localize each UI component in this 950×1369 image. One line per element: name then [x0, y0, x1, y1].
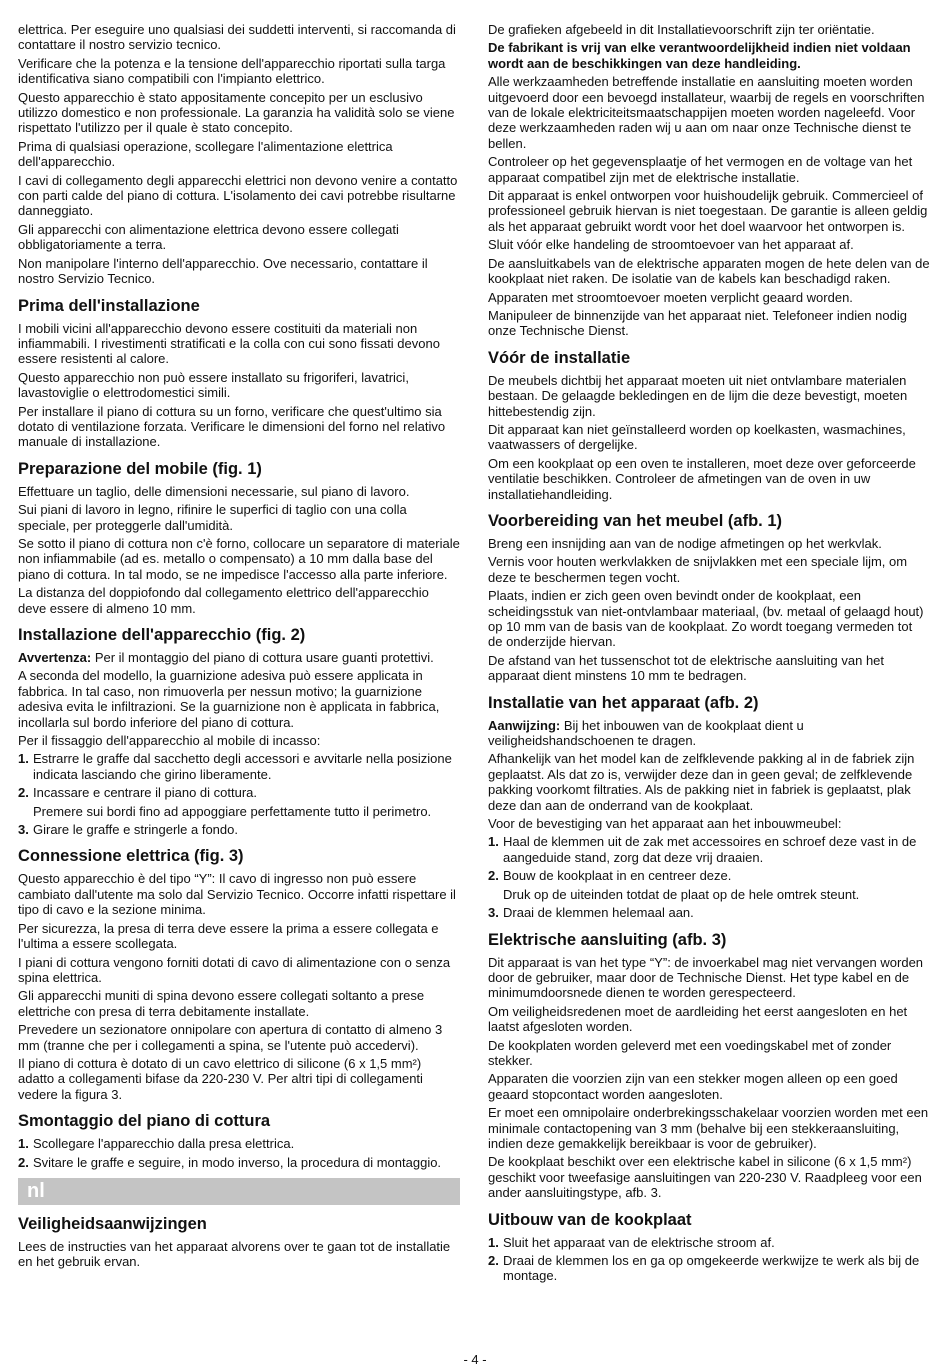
list-item — [18, 751, 460, 782]
step-text: Girare le graffe e stringerle a fondo. — [33, 822, 238, 838]
step-text: Haal de klemmen uit de zak met accessoires en schroef deze vast in de aangeduide stand, zorg dat deze vrij draaien. — [503, 834, 917, 865]
paragraph: Breng een insnijding aan van de nodige afmetingen op het werkvlak. — [488, 535, 882, 551]
warning-note — [488, 718, 930, 749]
paragraph: Effettuare un taglio, delle dimensioni necessarie, sul piano di lavoro. — [18, 483, 410, 499]
step-number: 3. — [488, 905, 499, 921]
paragraph: Prima di qualsiasi operazione, scollegare l'alimentazione elettrica dell'apparecchio. — [18, 138, 393, 170]
section-heading: Uitbouw van de kookplaat — [488, 1210, 692, 1229]
steps-list — [488, 834, 930, 920]
step-number: 2. — [18, 785, 29, 801]
paragraph: I piani di cottura vengono forniti dotati di cavo di alimentazione con o senza spina elettrica. — [18, 954, 451, 985]
paragraph: Er moet een omnipolaire onderbrekingsschakelaar voorzien worden met een minimale contactopening van 3 mm (behalve bij een stekkeraansluiting, indien deze gemakkelijk bereikbaar is voor de gebruiker). — [488, 1105, 929, 1151]
paragraph: Per installare il piano di cottura su un forno, verificare che quest'ultimo sia dotato di ventilazione forzata. Verificare le dimensioni del forno nel relativo manuale di installazione. — [18, 403, 446, 450]
list-item — [488, 868, 930, 902]
section-heading: Smontaggio del piano di cottura — [18, 1112, 271, 1131]
step-number: 2. — [488, 868, 499, 884]
paragraph: Manipuleer de binnenzijde van het apparaat niet. Telefoneer indien nodig onze Technische Dienst. — [488, 307, 907, 339]
step-text: Svitare le graffe e seguire, in modo inverso, la procedura di montaggio. — [33, 1154, 442, 1170]
section-heading: Vóór de installatie — [488, 348, 631, 367]
paragraph: A seconda del modello, la guarnizione adesiva può essere applicata in fabbrica. In tal caso, non rimuoverla per nessun motivo; la guarnizione adesiva evita le infiltrazioni. Se la guarnizione non è applicata in fabbrica, incollarla sul bordo inferiore del piano di cottura. — [18, 668, 440, 730]
step-text: Sluit het apparaat van de elektrische stroom af. — [503, 1234, 775, 1250]
right-column — [488, 22, 930, 1287]
paragraph: I cavi di collegamento degli apparecchi elettrici non devono venire a contatto con parti calde del piano di cottura. L'isolamento dei cavi potrebbe risultarne danneggiato. — [18, 172, 458, 219]
paragraph: Prevedere un sezionatore onnipolare con apertura di contatto di almeno 3 mm (tranne che per i collegamenti a spina, se l'utente può accedervi). — [18, 1022, 443, 1053]
step-text: Estrarre le graffe dal sacchetto degli accessori e avvitarle nella posizione indicata lasciando che girino liberamente. — [33, 751, 452, 782]
paragraph: Sui piani di lavoro in legno, rifinire le superfici di taglio con una colla speciale, per proteggerle dall'umidità. — [18, 502, 407, 533]
paragraph: Om veiligheidsredenen moet de aardleiding het eerst aangesloten en het laatst afgesloten worden. — [488, 1003, 908, 1035]
paragraph: Verificare che la potenza e la tensione dell'apparecchio riportati sulla targa identificativa siano compatibili con l'impianto elettrico. — [18, 55, 446, 87]
paragraph: Questo apparecchio è del tipo “Y”: Il cavo di ingresso non può essere cambiato dall'utente ma solo dal Servizio Tecnico. Occorre infatti rispettare il tipo di cavo e la sezione minima. — [18, 871, 456, 918]
disclaimer: De fabrikant is vrij van elke verantwoordelijkheid indien niet voldaan wordt aan de beschikkingen van deze handleiding. — [488, 40, 911, 71]
paragraph: Il piano di cottura è dotato di un cavo elettrico di silicone (6 x 1,5 mm²) adatto a collegamenti bifase da 220-230 V. Per altri tipi di collegamenti vedere la figura 3. — [18, 1055, 423, 1102]
paragraph: La distanza del doppiofondo dal collegamento elettrico dell'apparecchio deve essere di almeno 10 mm. — [18, 585, 429, 616]
paragraph: Non manipolare l'interno dell'apparecchio. Ove necessario, contattare il nostro Servizio Tecnico. — [18, 255, 428, 287]
paragraph: elettrica. Per eseguire uno qualsiasi dei suddetti interventi, si raccomanda di contattare il nostro servizio tecnico. — [18, 22, 456, 53]
page-number: - 4 - — [463, 1352, 487, 1367]
list-item — [18, 1136, 460, 1151]
paragraph: Alle werkzaamheden betreffende installatie en aansluiting moeten worden uitgevoerd door een bevoegd installateur, waarbij de regels en voorschriften van de lokale elektriciteitsmaatschappijen moeten worden nageleefd. Voor deze werkzaamheden raden wij u aan om naar onze Technische dienst te bellen. — [488, 74, 925, 151]
warning-text: Bij het inbouwen van de kookplaat dient u veiligheidshandschoenen te dragen. — [488, 717, 804, 749]
paragraph: I mobili vicini all'apparecchio devono essere costituiti da materiali non infiammabili. I rivestimenti stratificati e la colla con cui sono fissati devono essere resistenti al calore. — [18, 320, 440, 367]
paragraph: Plaats, indien er zich geen oven bevindt onder de kookplaat, een scheidingsstuk van niet-ontvlambaar materiaal, (bv. metaal of gelaagd hout) op 10 mm van de basis van de kookplaat. Zo wordt toegang vermeden tot de onderzijde hiervan. — [488, 588, 924, 650]
paragraph: Controleer op het gegevensplaatje of het vermogen en de voltage van het apparaat compatibel zijn met de elektrische installatie. — [488, 154, 913, 185]
paragraph: Per il fissaggio dell'apparecchio al mobile di incasso: — [18, 733, 321, 749]
paragraph: Questo apparecchio è stato appositamente concepito per un esclusivo utilizzo domestico e non professionale. La garanzia ha validità solo se viene rispettato l'utilizzo per il quale è stato concepito. — [18, 89, 455, 136]
step-text: Bouw de kookplaat in en centreer deze. — [503, 868, 732, 884]
list-item — [18, 822, 460, 837]
steps-list — [18, 1136, 460, 1170]
warning-label: Avvertenza: — [18, 650, 92, 665]
paragraph: Se sotto il piano di cottura non c'è forno, collocare un separatore di materiale non infiammabile (ad es. metallo o compensato) a 10 mm dalla base del piano di cottura. In tal modo, se ne impedisce l'accesso alla parte inferiore. — [18, 535, 460, 582]
paragraph: Questo apparecchio non può essere installato su frigoriferi, lavatrici, lavastoviglie o elettrodomestici simili. — [18, 369, 409, 401]
paragraph: De afstand van het tussenschot tot de elektrische aansluiting van het apparaat dient minstens 10 mm te bedragen. — [488, 652, 885, 684]
step-number: 1. — [488, 1234, 499, 1250]
step-text: Incassare e centrare il piano di cottura. — [33, 785, 258, 801]
intro-paragraphs — [18, 22, 460, 287]
list-item — [488, 1253, 930, 1284]
language-band: nl — [18, 1178, 460, 1205]
paragraph: De kookplaten worden geleverd met een voedingskabel met of zonder stekker. — [488, 1037, 892, 1068]
warning-note — [18, 650, 460, 665]
paragraph: Afhankelijk van het model kan de zelfklevende pakking al in de fabriek zijn geplaatst. Als dat zo is, verwijder deze dan in geen geval; de zelfklevende pakking voorkomt filtraties. Als de pakking niet in fabriek is geplaatst, plak deze dan aan de onderrand van de kookplaat. — [488, 751, 915, 813]
list-item — [18, 785, 460, 819]
step-number: 2. — [18, 1154, 29, 1170]
paragraph: Gli apparecchi muniti di spina devono essere collegati soltanto a prese elettriche con presa di terra debitamente installate. — [18, 988, 425, 1019]
paragraph: Dit apparaat is van het type “Y”: de invoerkabel mag niet vervangen worden door de gebruiker, maar door de Technische Dienst. Het type kabel en de minimumdoorsnede dienen te worden gerespecteerd. — [488, 954, 924, 1001]
paragraph: Voor de bevestiging van het apparaat aan het inbouwmeubel: — [488, 816, 842, 832]
step-continuation: Premere sui bordi fino ad appoggiare perfettamente tutto il perimetro. — [33, 803, 432, 819]
section-heading: Installatie van het apparaat (afb. 2) — [488, 693, 759, 712]
list-item — [488, 1235, 930, 1250]
section-heading: Preparazione del mobile (fig. 1) — [18, 459, 262, 478]
step-number: 3. — [18, 822, 29, 838]
steps-list — [488, 1235, 930, 1284]
paragraph: Vernis voor houten werkvlakken de snijvlakken met een speciale lijm, om deze te beschermen tegen vocht. — [488, 554, 908, 585]
list-item — [18, 1155, 460, 1170]
step-number: 1. — [18, 751, 29, 767]
paragraph: Om een kookplaat op een oven te installeren, moet deze over geforceerde ventilatie beschikken. Controleer de afmetingen van de oven in uw installatiehandleiding. — [488, 455, 916, 502]
section-heading: Voorbereiding van het meubel (afb. 1) — [488, 511, 782, 530]
paragraph: Sluit vóór elke handeling de stroomtoevoer van het apparaat af. — [488, 237, 854, 253]
step-text: Scollegare l'apparecchio dalla presa elettrica. — [33, 1136, 295, 1152]
list-item — [488, 834, 930, 865]
step-number: 1. — [488, 834, 499, 850]
paragraph: Dit apparaat is enkel ontworpen voor huishoudelijk gebruik. Commercieel of professioneel gebruik hiervan is niet toegestaan. De garantie is alleen geldig als het apparaat gebruikt wordt voor het doel waarvoor het ontworpen is. — [488, 188, 928, 234]
list-item — [488, 905, 930, 920]
section-heading: Veiligheidsaanwijzingen — [18, 1214, 207, 1233]
step-number: 1. — [18, 1136, 29, 1152]
step-text: Draai de klemmen los en ga op omgekeerde werkwijze te werk als bij de montage. — [503, 1253, 920, 1284]
steps-list — [18, 751, 460, 837]
warning-label: Aanwijzing: — [488, 717, 561, 733]
left-column — [18, 22, 460, 1273]
paragraph: De grafieken afgebeeld in dit Installatievoorschrift zijn ter oriëntatie. — [488, 22, 875, 37]
step-number: 2. — [488, 1253, 499, 1268]
step-continuation: Druk op de uiteinden totdat de plaat op de hele omtrek steunt. — [503, 886, 860, 902]
paragraph: Apparaten met stroomtoevoer moeten verplicht geaard worden. — [488, 289, 853, 305]
paragraph: Apparaten die voorzien zijn van een stekker mogen alleen op een goed geaard stopcontact worden aangesloten. — [488, 1071, 898, 1102]
section-heading: Prima dell'installazione — [18, 296, 200, 315]
paragraph: Lees de instructies van het apparaat alvorens over te gaan tot de installatie en het gebruik ervan. — [18, 1238, 451, 1270]
paragraph: De aansluitkabels van de elektrische apparaten mogen de hete delen van de kookplaat niet raken. De isolatie van de kabels kan beschadigd raken. — [488, 255, 930, 287]
section-heading: Connessione elettrica (fig. 3) — [18, 847, 244, 866]
paragraph: De kookplaat beschikt over een elektrische kabel in silicone (6 x 1,5 mm²) geschikt voor tweefasige aansluitingen van 220-230 V. Raadpleeg voor een ander aansluitingstype, afb. 3. — [488, 1154, 922, 1201]
paragraph: Dit apparaat kan niet geïnstalleerd worden op koelkasten, wasmachines, vaatwassers of dergelijke. — [488, 421, 906, 453]
paragraph: De meubels dichtbij het apparaat moeten uit niet ontvlambare materialen bestaan. De gelaagde bekledingen en de lijm die deze bevestigt, moeten hittebestendig zijn. — [488, 372, 908, 419]
paragraph: Per sicurezza, la presa di terra deve essere la prima a essere collegata e l'ultima a essere scollegata. — [18, 920, 439, 952]
paragraph: Gli apparecchi con alimentazione elettrica devono essere collegati obbligatoriamente a terra. — [18, 221, 399, 253]
step-text: Draai de klemmen helemaal aan. — [503, 905, 694, 921]
section-heading: Elektrische aansluiting (afb. 3) — [488, 930, 727, 949]
section-heading: Installazione dell'apparecchio (fig. 2) — [18, 626, 306, 644]
warning-text: Per il montaggio del piano di cottura usare guanti protettivi. — [91, 650, 434, 665]
